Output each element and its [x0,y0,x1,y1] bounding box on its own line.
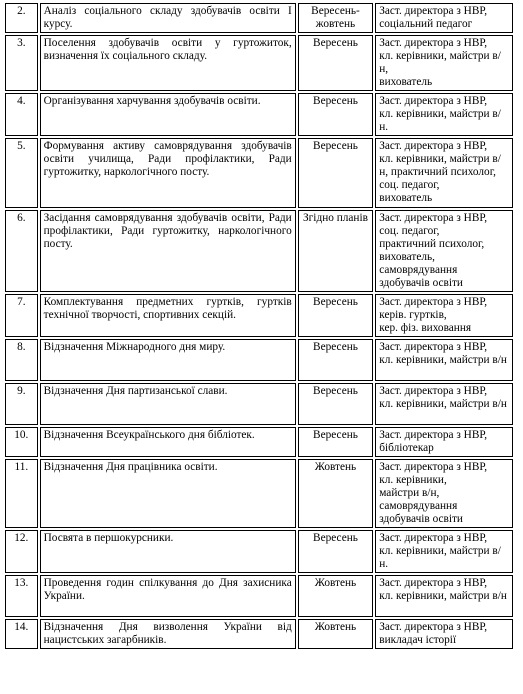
event-term: Вересень [298,93,374,136]
responsible-persons [375,339,513,381]
row-number: 14. [5,619,38,649]
events-plan-table [3,1,515,651]
event-term: Згідно планів [298,210,374,292]
event-description: Відзначення Дня працівника освіти. [40,459,296,528]
responsible-line: кл. керівники, майстри в/н [379,354,507,366]
responsible-line: Заст. директора з НВР, [379,140,488,152]
row-number: 12. [5,530,38,573]
responsible-persons [375,530,513,573]
event-description: Засідання самоврядування здобувачів освіти, Ради профілактики, Ради гуртожитку, наркологічного посту. [40,210,296,292]
responsible-line: кл. керівники, майстри в/н, практичний психолог, соц. педагог, [379,153,501,191]
event-term: Вересень [298,339,374,381]
event-term: Вересень-жовтень [298,3,374,33]
table-row [5,294,513,337]
responsible-persons [375,35,513,91]
event-term: Вересень [298,530,374,573]
event-description: Відзначення Дня визволення України від нацистських загарбників. [40,619,296,649]
event-description: Формування активу самоврядування здобувачів освіти училища, Ради профілактики, Ради гуртожитку, наркологічного посту. [40,138,296,208]
table-row [5,575,513,617]
row-number: 3. [5,35,38,91]
row-number: 6. [5,210,38,292]
row-number: 13. [5,575,38,617]
table-row [5,619,513,649]
event-description: Відзначення Дня партизанської слави. [40,383,296,425]
responsible-line: кер. фіз. виховання [379,322,472,334]
events-plan-body [5,3,513,649]
table-row [5,383,513,425]
table-row [5,427,513,457]
event-description: Проведення годин спілкування до Дня захисника України. [40,575,296,617]
table-row [5,138,513,208]
responsible-line: Заст. директора з НВР, [379,5,488,17]
event-description: Аналіз соціального складу здобувачів освіти І курсу. [40,3,296,33]
event-description: Посвята в першокурсники. [40,530,296,573]
responsible-line: вихователь [379,76,433,88]
responsible-persons [375,138,513,208]
responsible-line: Заст. директора з НВР, [379,212,488,224]
responsible-line: вихователь, [379,251,435,263]
table-row [5,93,513,136]
event-term: Вересень [298,138,374,208]
responsible-persons [375,93,513,136]
responsible-line: кл. керівники, [379,474,447,486]
responsible-line: Заст. директора з НВР, [379,577,488,589]
responsible-line: Заст. директора з НВР, [379,532,488,544]
row-number: 2. [5,3,38,33]
row-number: 7. [5,294,38,337]
responsible-persons [375,383,513,425]
table-row [5,35,513,91]
responsible-line: Заст. директора з НВР, [379,621,488,633]
responsible-line: Заст. директора з НВР, [379,95,488,107]
responsible-persons [375,294,513,337]
responsible-line: Заст. директора з НВР, [379,37,488,49]
event-description: Комплектування предметних гуртків, гуртків технічної творчості, спортивних секцій. [40,294,296,337]
event-term: Вересень [298,294,374,337]
responsible-line: кл. керівники, майстри в/н. [379,545,501,570]
responsible-persons [375,575,513,617]
event-description: Організування харчування здобувачів освіти. [40,93,296,136]
responsible-line: вихователь [379,192,433,204]
responsible-line: кл. керівники, майстри в/н, [379,50,501,75]
responsible-line: Заст. директора з НВР, [379,341,488,353]
row-number: 5. [5,138,38,208]
responsible-line: практичний психолог, [379,238,485,250]
event-term: Вересень [298,383,374,425]
responsible-persons [375,3,513,33]
row-number: 9. [5,383,38,425]
row-number: 8. [5,339,38,381]
responsible-line: Заст. директора з НВР, [379,461,488,473]
table-row [5,210,513,292]
event-term: Жовтень [298,619,374,649]
responsible-persons [375,210,513,292]
responsible-line: кл. керівники, майстри в/н [379,398,507,410]
event-description: Поселення здобувачів освіти у гуртожиток, визначення їх соціального складу. [40,35,296,91]
responsible-line: Заст. директора з НВР, [379,429,488,441]
row-number: 4. [5,93,38,136]
responsible-persons [375,619,513,649]
responsible-line: кл. керівники, майстри в/н. [379,108,501,133]
responsible-line: викладач історії [379,634,457,646]
event-term: Вересень [298,427,374,457]
responsible-line: соціальний педагог [379,18,473,30]
table-row [5,339,513,381]
responsible-line: Заст. директора з НВР, [379,385,488,397]
responsible-line: бібліотекар [379,442,434,454]
responsible-line: самоврядування здобувачів освіти [379,264,463,289]
responsible-line: соц. педагог, [379,225,440,237]
responsible-line: Заст. директора з НВР, [379,296,488,308]
table-row [5,530,513,573]
table-row [5,459,513,528]
responsible-persons [375,427,513,457]
table-row [5,3,513,33]
event-term: Жовтень [298,459,374,528]
row-number: 11. [5,459,38,528]
responsible-persons [375,459,513,528]
event-description: Відзначення Всеукраїнського дня бібліотек. [40,427,296,457]
row-number: 10. [5,427,38,457]
event-description: Відзначення Міжнародного дня миру. [40,339,296,381]
responsible-line: кл. керівники, майстри в/н [379,590,507,602]
responsible-line: керів. гуртків, [379,309,447,321]
event-term: Жовтень [298,575,374,617]
event-term: Вересень [298,35,374,91]
responsible-line: майстри в/н, самоврядування здобувачів освіти [379,487,463,525]
